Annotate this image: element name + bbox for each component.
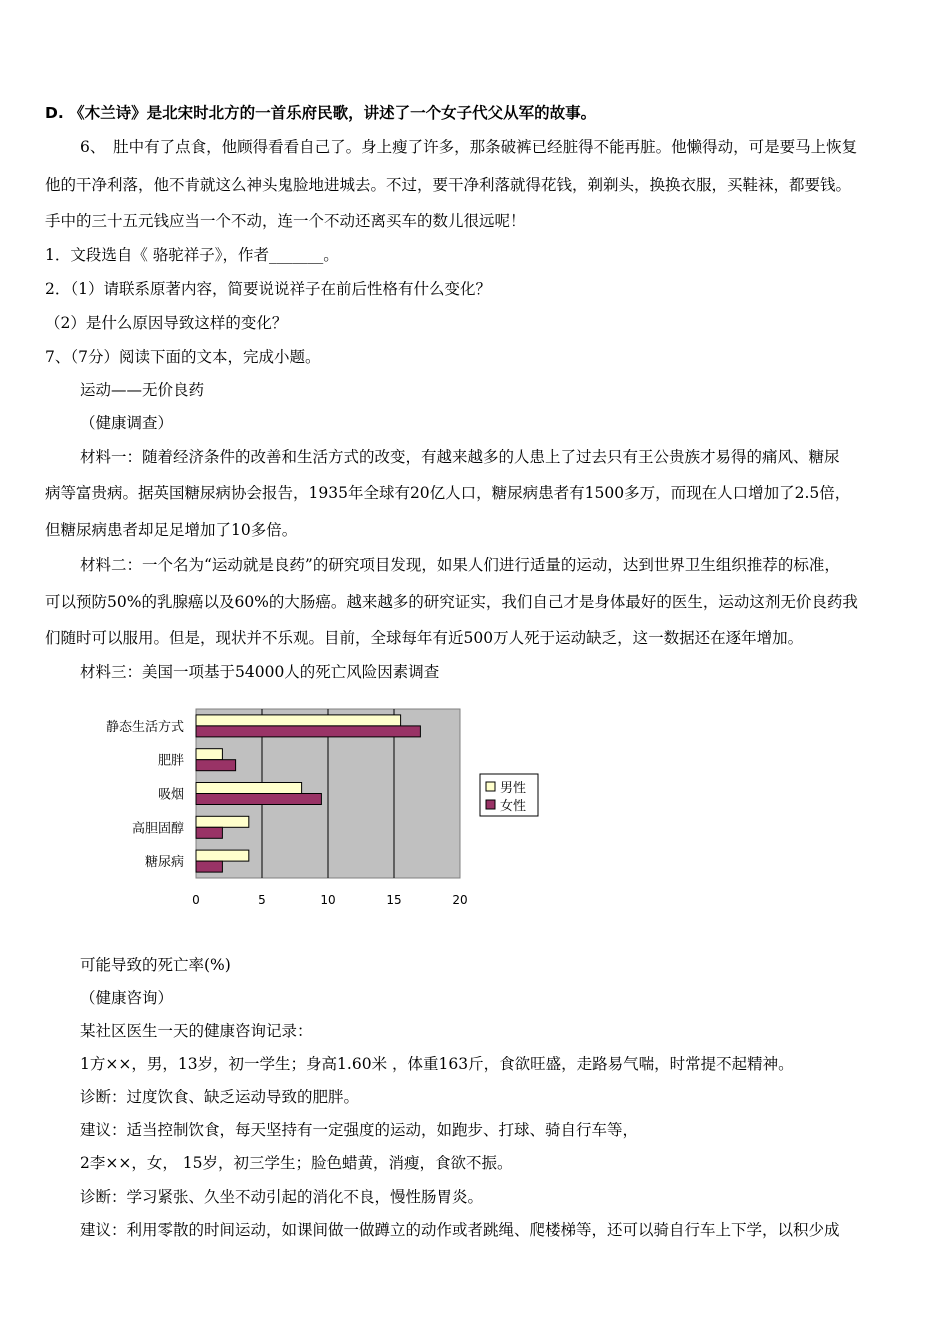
material-2-line-3: 们随时可以服用。但是，现状并不乐观。目前，全球每年有近500万人死于运动缺乏，这一数据还在逐年增加。: [45, 629, 804, 647]
category-label: 高胆固醇: [131, 821, 184, 837]
bar-male: [196, 816, 249, 827]
material-1-line-3: 但糖尿病患者却足足增加了10多倍。: [45, 521, 298, 539]
q6-subquestion-3: （2）是什么原因导致这样的变化？: [45, 314, 288, 332]
legend-label: 男性: [500, 781, 527, 796]
q6-text-line-2: 他的干净利落，他不肯就这么神头鬼脸地进城去。不过，要干净利落就得花钱，剃剃头，换换衣服，买鞋袜，都要钱。: [45, 176, 852, 194]
x-tick-label: 5: [258, 893, 266, 907]
chart-plot-area: [106, 709, 538, 907]
legend-label: 女性: [500, 799, 527, 814]
category-label: 糖尿病: [144, 855, 184, 871]
x-tick-label: 0: [192, 893, 200, 907]
bar-male: [196, 715, 401, 726]
legend-swatch: [486, 800, 495, 809]
consult-advice-2: 建议：利用零散的时间运动，如课间做一做蹲立的动作或者跳绳、爬楼梯等，还可以骑自行车上下学，以积少成: [80, 1221, 840, 1239]
category-label: 静态生活方式: [105, 719, 184, 735]
consult-case-1: 1方××，男，13岁，初一学生；身高1.60米 ，体重163斤，食欲旺盛，走路易气喘，时常提不起精神。: [80, 1055, 794, 1073]
bar-male: [196, 783, 302, 794]
bar-female: [196, 861, 222, 872]
death-risk-bar-chart: [80, 700, 560, 920]
legend-swatch: [486, 782, 495, 791]
q6-text-line-1: 6、 肚中有了点食，他顾得看看自己了。身上瘦了许多，那条破裤已经脏得不能再脏。他懒得动，可是要马上恢复: [80, 138, 858, 156]
option-d: D. 《木兰诗》是北宋时北方的一首乐府民歌，讲述了一个女子代父从军的故事。: [45, 104, 597, 122]
q6-text-line-3: 手中的三十五元钱应当一个不动，连一个不动还离买车的数儿很远呢！: [45, 212, 526, 230]
material-1-line-2: 病等富贵病。据英国糖尿病协会报告，1935年全球有20亿人口，糖尿病患者有1500多万，而现在人口增加了2.5倍，: [45, 484, 851, 502]
consult-diagnosis-2: 诊断：学习紧张、久坐不动引起的消化不良，慢性肠胃炎。: [80, 1188, 484, 1206]
chart-caption: 可能导致的死亡率(%): [80, 956, 231, 974]
bar-female: [196, 760, 236, 771]
article-title: 运动——无价良药: [80, 381, 205, 399]
bar-female: [196, 726, 420, 737]
x-tick-label: 20: [452, 893, 468, 907]
bar-male: [196, 749, 222, 760]
bar-male: [196, 850, 249, 861]
category-label: 吸烟: [157, 787, 184, 803]
q7-heading: 7、（7分）阅读下面的文本，完成小题。: [45, 348, 321, 366]
category-label: 肥胖: [157, 753, 184, 769]
material-1-line-1: 材料一：随着经济条件的改善和生活方式的改变，有越来越多的人患上了过去只有王公贵族才易得的痛风、糖尿: [80, 448, 840, 466]
consult-advice-1: 建议：适当控制饮食，每天坚持有一定强度的运动，如跑步、打球、骑自行车等，: [80, 1121, 639, 1139]
material-3-heading: 材料三：美国一项基于54000人的死亡风险因素调查: [80, 663, 440, 681]
q6-subquestion-2: 2．（1）请联系原著内容，简要说说祥子在前后性格有什么变化？: [45, 280, 491, 298]
section-health-consult: （健康咨询）: [80, 989, 174, 1007]
material-2-line-2: 可以预防50%的乳腺癌以及60%的大肠癌。越来越多的研究证实，我们自己才是身体最好的医生，运动这剂无价良药我: [45, 593, 858, 611]
bar-female: [196, 827, 222, 838]
x-tick-label: 15: [386, 893, 402, 907]
x-tick-label: 10: [320, 893, 336, 907]
consult-diagnosis-1: 诊断：过度饮食、缺乏运动导致的肥胖。: [80, 1088, 360, 1106]
bar-female: [196, 794, 321, 805]
material-2-line-1: 材料二：一个名为“运动就是良药”的研究项目发现，如果人们进行适量的运动，达到世界卫生组织推荐的标准，: [80, 556, 840, 574]
section-health-survey: （健康调查）: [80, 414, 174, 432]
consult-case-2: 2李××，女， 15岁，初三学生；脸色蜡黄，消瘦，食欲不振。: [80, 1154, 513, 1172]
consult-intro: 某社区医生一天的健康咨询记录：: [80, 1022, 313, 1040]
q6-subquestion-1: 1．文段选自《 骆驼祥子》，作者_______。: [45, 246, 339, 264]
